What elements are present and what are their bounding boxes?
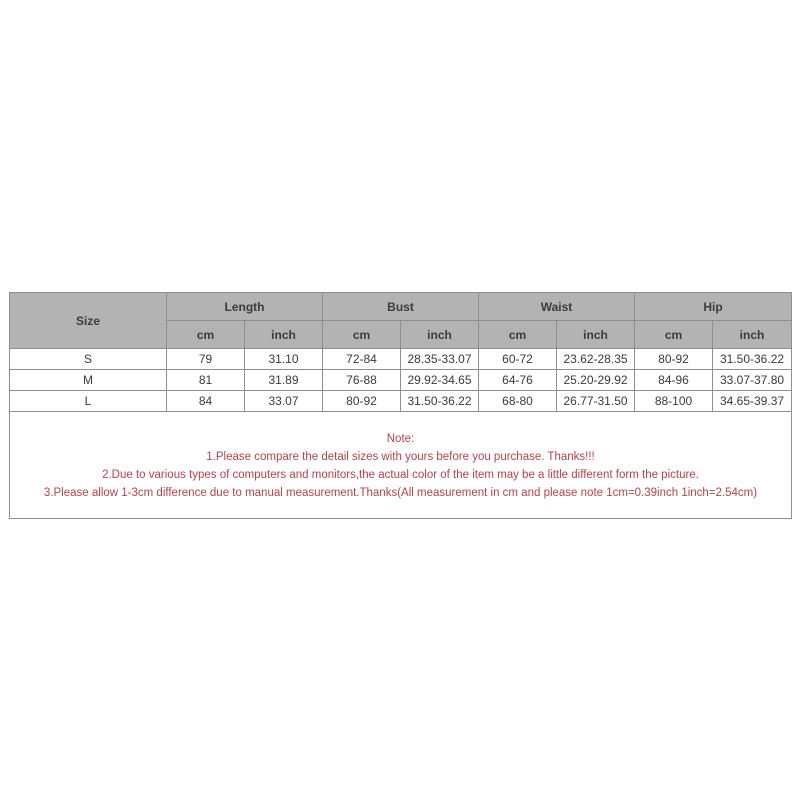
size-column-header: Size [10, 293, 167, 349]
hip-inch-header: inch [713, 321, 792, 349]
table-header [10, 293, 792, 349]
hip-group-header: Hip [635, 293, 792, 321]
notes-title: Note: [386, 433, 415, 445]
bust-inch-cell: 31.50-36.22 [401, 391, 479, 412]
length-group-header: Length [167, 293, 323, 321]
bust-inch-cell: 29.92-34.65 [401, 370, 479, 391]
waist-inch-cell: 26.77-31.50 [557, 391, 635, 412]
waist-inch-header: inch [557, 321, 635, 349]
length-inch-header: inch [245, 321, 323, 349]
header-row-groups [10, 293, 792, 321]
waist-cm-header: cm [479, 321, 557, 349]
hip-cm-cell: 84-96 [635, 370, 713, 391]
length-cm-cell: 84 [167, 391, 245, 412]
bust-inch-header: inch [401, 321, 479, 349]
notes-section [10, 412, 792, 519]
hip-inch-cell: 34.65-39.37 [713, 391, 792, 412]
bust-cm-cell: 76-88 [323, 370, 401, 391]
waist-cm-cell: 64-76 [479, 370, 557, 391]
size-cell: L [10, 391, 167, 412]
length-inch-cell: 33.07 [245, 391, 323, 412]
table-row [10, 391, 792, 412]
length-inch-cell: 31.89 [245, 370, 323, 391]
hip-cm-header: cm [635, 321, 713, 349]
hip-inch-cell: 33.07-37.80 [713, 370, 792, 391]
notes-row [10, 412, 792, 519]
size-chart-table [9, 292, 792, 519]
bust-cm-header: cm [323, 321, 401, 349]
table-body [10, 349, 792, 412]
length-inch-cell: 31.10 [245, 349, 323, 370]
waist-cm-cell: 60-72 [479, 349, 557, 370]
bust-cm-cell: 72-84 [323, 349, 401, 370]
hip-cm-cell: 80-92 [635, 349, 713, 370]
size-cell: M [10, 370, 167, 391]
hip-cm-cell: 88-100 [635, 391, 713, 412]
note-line-1: 1.Please compare the detail sizes with yours before you purchase. Thanks!!! [206, 451, 595, 463]
length-cm-cell: 81 [167, 370, 245, 391]
bust-cm-cell: 80-92 [323, 391, 401, 412]
table-row [10, 370, 792, 391]
bust-inch-cell: 28.35-33.07 [401, 349, 479, 370]
table-row [10, 349, 792, 370]
waist-group-header: Waist [479, 293, 635, 321]
note-line-3: 3.Please allow 1-3cm difference due to manual measurement.Thanks(All measurement in cm and please note 1cm=0.39inch 1inch=2.54cm) [43, 487, 758, 499]
waist-cm-cell: 68-80 [479, 391, 557, 412]
bust-group-header: Bust [323, 293, 479, 321]
length-cm-header: cm [167, 321, 245, 349]
size-cell: S [10, 349, 167, 370]
hip-inch-cell: 31.50-36.22 [713, 349, 792, 370]
length-cm-cell: 79 [167, 349, 245, 370]
waist-inch-cell: 25.20-29.92 [557, 370, 635, 391]
notes-cell [10, 412, 792, 519]
waist-inch-cell: 23.62-28.35 [557, 349, 635, 370]
note-line-2: 2.Due to various types of computers and monitors,the actual color of the item may be a little different form the picture. [102, 469, 699, 481]
